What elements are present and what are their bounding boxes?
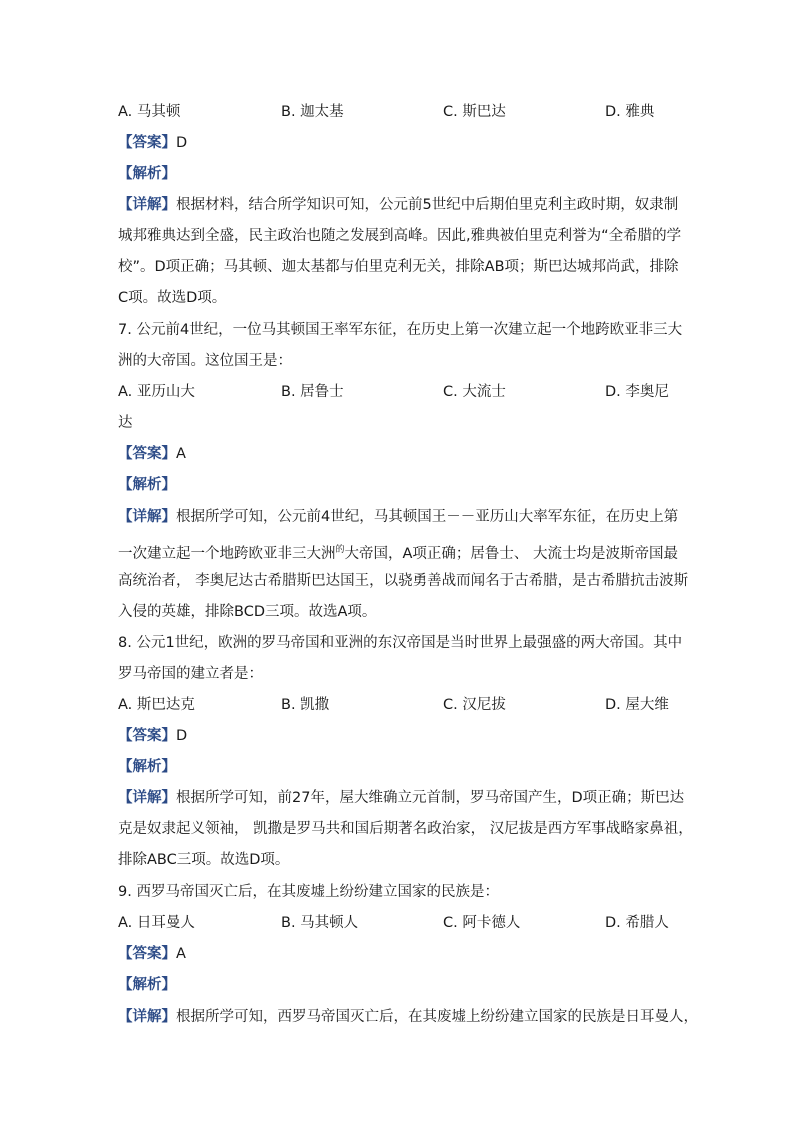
detail-text: 大帝国，A项正确；居鲁士、 大流士均是波斯帝国最 [344,545,679,562]
q6-detail-line-4: C项。故选D项。 [118,290,227,306]
detail-text: 根据材料，结合所学知识可知，公元前5世纪中后期伯里克利主政时期，奴隶制 [176,197,679,213]
q6-option-b: B. 迦太基 [281,104,344,120]
q7-detail-line-2 [118,540,678,564]
q7-option-b: B. 居鲁士 [281,384,344,400]
q7-option-a: A. 亚历山大 [118,384,195,400]
q7-stem-line-2: 洲的大帝国。这位国王是： [118,353,292,369]
detail-text: 根据所学可知，前27年，屋大维确立元首制，罗马帝国产生，D项正确；斯巴达 [176,790,685,806]
detail-superscript: 的 [335,545,345,555]
q6-option-c: C. 斯巴达 [443,104,506,120]
analysis-tag: 【解析】 [118,759,176,775]
answer-tag: 【答案】 [118,946,176,962]
q9-answer-line [118,944,678,964]
answer-value: D [176,135,188,151]
q7-option-d: D. 李奥尼 [605,384,669,400]
q9-detail-line-1 [118,1007,698,1027]
q8-option-d: D. 屋大维 [605,697,669,713]
q7-detail-line-4: 入侵的英雄，排除BCD三项。故选A项。 [118,604,377,620]
answer-value: D [176,728,188,744]
q7-analysis-line [118,475,678,495]
q6-answer-line [118,133,678,153]
q7-detail-line-3: 高统治者， 李奥尼达古希腊斯巴达国王，以骁勇善战而闻名于古希腊，是古希腊抗击波斯 [118,573,689,589]
q8-option-c: C. 汉尼拔 [443,697,506,713]
q7-detail-line-1 [118,507,678,527]
q8-detail-line-2: 克是奴隶起义领袖， 凯撒是罗马共和国后期著名政治家， 汉尼拔是西方军事战略家鼻祖， [118,821,693,837]
q9-option-b: B. 马其顿人 [281,915,359,931]
q6-analysis-line [118,164,678,184]
q8-stem-line-2: 罗马帝国的建立者是： [118,666,263,682]
q8-detail-line-1 [118,788,685,808]
q6-detail-line-1 [118,195,678,215]
detail-tag: 【详解】 [118,790,176,806]
q6-detail-line-3: 校”。D项正确；马其顿、迦太基都与伯里克利无关，排除AB项；斯巴达城邦尚武，排除 [118,259,679,275]
q8-option-b: B. 凯撒 [281,697,330,713]
analysis-tag: 【解析】 [118,166,176,182]
answer-tag: 【答案】 [118,728,176,744]
q9-analysis-line [118,975,678,995]
q7-stem-line-1: 7. 公元前4世纪，一位马其顿国王率军东征，在历史上第一次建立起一个地跨欧亚非三大 [118,322,683,338]
q6-option-d: D. 雅典 [605,104,655,120]
detail-tag: 【详解】 [118,1009,176,1025]
answer-value: A [176,446,186,462]
answer-tag: 【答案】 [118,446,176,462]
q9-option-d: D. 希腊人 [605,915,669,931]
q9-option-a: A. 日耳曼人 [118,915,195,931]
detail-text: 根据所学可知，公元前4世纪，马其顿国王－－亚历山大率军东征，在历史上第 [176,509,679,525]
q6-option-a: A. 马其顿 [118,104,181,120]
answer-value: A [176,946,186,962]
q7-option-d-wrap: 达 [118,415,133,431]
analysis-tag: 【解析】 [118,477,176,493]
q8-detail-line-3: 排除ABC三项。故选D项。 [118,852,290,868]
q9-stem-line-1: 9. 西罗马帝国灭亡后，在其废墟上纷纷建立国家的民族是： [118,884,499,900]
q6-detail-line-2: 城邦雅典达到全盛，民主政治也随之发展到高峰。因此,雅典被伯里克利誉为“全希腊的学 [118,228,682,244]
q8-analysis-line [118,757,678,777]
answer-tag: 【答案】 [118,135,176,151]
q8-answer-line [118,726,678,746]
detail-text: 一次建立起一个地跨欧亚非三大洲 [118,545,336,562]
q8-stem-line-1: 8. 公元1世纪，欧洲的罗马帝国和亚洲的东汉帝国是当时世界上最强盛的两大帝国。其中 [118,635,683,651]
detail-tag: 【详解】 [118,509,176,525]
q7-answer-line [118,444,678,464]
q9-option-c: C. 阿卡德人 [443,915,521,931]
q8-option-a: A. 斯巴达克 [118,697,195,713]
detail-text: 根据所学可知，西罗马帝国灭亡后，在其废墟上纷纷建立国家的民族是日耳曼人， [176,1009,698,1025]
detail-tag: 【详解】 [118,197,176,213]
q7-option-c: C. 大流士 [443,384,506,400]
analysis-tag: 【解析】 [118,977,176,993]
